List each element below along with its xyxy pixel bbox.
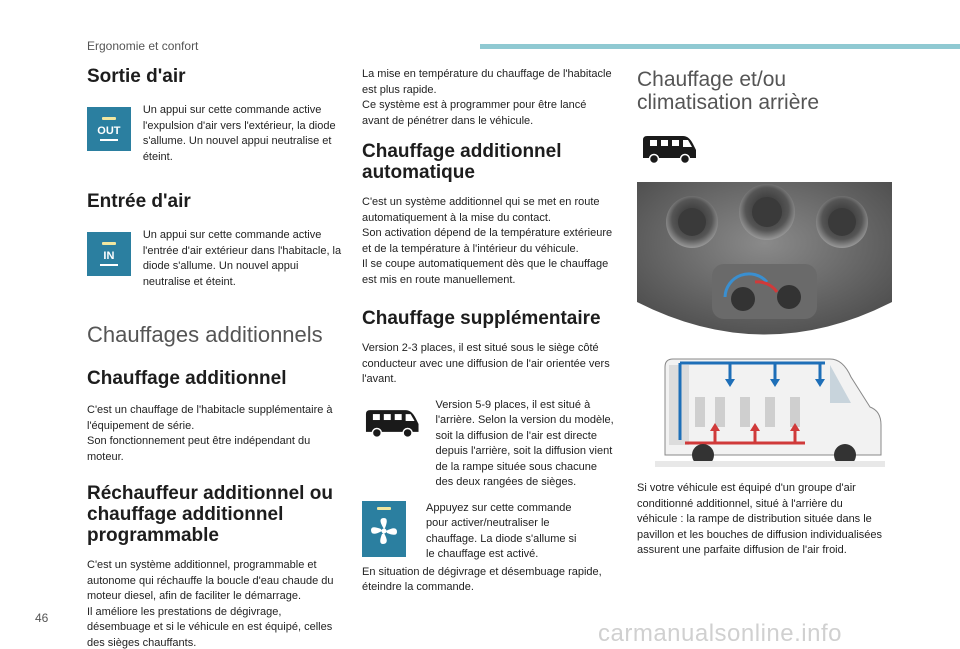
fan-text: Appuyez sur cette commande pour activer/neutraliser le chauffage. La diode s'allume si le chauffage est activé. xyxy=(426,501,577,560)
auto-text-1: C'est un système additionnel qui se met en route automatiquement à la mise du contact. xyxy=(362,196,600,224)
chauffage-automatique-heading: Chauffage additionnel automatique xyxy=(362,141,562,183)
version-59-text: Version 5-9 places, il est situé à l'arrière. Selon la version du modèle, soit la diffusion de l'air est directe depuis l'arrière, soit la diffusion vient de la rampe située sous chacune des deux rangées de sièges. xyxy=(435,398,614,488)
ceiling-vents-photo xyxy=(637,182,892,347)
sortie-air-text: Un appui sur cette commande active l'expulsion d'air vers l'extérieur, la diode s'allume. Un nouvel appui neutralise et éteint. xyxy=(142,104,336,163)
chauffage-additionnel-heading: Chauffage additionnel xyxy=(87,368,287,389)
rechauffeur-text-2: Il améliore les prestations de dégivrage, désembuage et si le véhicule en est équipé, celles des sièges chauffants. xyxy=(87,605,333,649)
rechauffeur-text-1: C'est un système additionnel, programmable et autonome qui réchauffe la boucle d'eau chaude du moteur diesel, afin de faciliter le démarrage. xyxy=(87,559,334,602)
climatisation-heading: Chauffage et/ou climatisation arrière xyxy=(637,68,820,114)
auto-text-2: Son activation dépend de la température extérieure et de la température à l'intérieur du véhicule. xyxy=(362,227,613,255)
out-button-icon xyxy=(87,107,131,151)
chauffage-additionnel-text-1: C'est un chauffage de l'habitacle supplémentaire à l'équipement de série. xyxy=(87,404,333,432)
entree-air-heading: Entrée d'air xyxy=(87,191,191,212)
supp-text: Version 2-3 places, il est situé sous le siège côté conducteur avec une diffusion de l'air orientée vers l'avant. xyxy=(362,342,610,385)
column-middle xyxy=(362,67,614,596)
sortie-air-block xyxy=(87,104,342,165)
van-airflow-diagram xyxy=(655,355,885,467)
fan-icon xyxy=(369,516,399,546)
van-icon xyxy=(362,406,422,440)
van-icon xyxy=(637,132,701,166)
column-right xyxy=(637,68,892,559)
fan-button-icon xyxy=(362,501,406,557)
climatisation-caption: Si votre véhicule est équipé d'un groupe d'air conditionné additionnel, situé à l'arrière du véhicule : la rampe de distribution située dans le pavillon et les bouches de diffusion individualisées assurent une parfaite diffusion de l'air froid. xyxy=(637,482,883,556)
in-button-label: IN xyxy=(103,250,115,263)
final-text: En situation de dégivrage et désembuage rapide, éteindre la commande. xyxy=(362,565,602,593)
watermark-text: carmanualsonline.info xyxy=(598,620,842,647)
sortie-air-heading: Sortie d'air xyxy=(87,66,186,87)
entree-air-block xyxy=(87,229,342,290)
diode-indicator xyxy=(102,117,116,120)
chauffage-additionnel-text-2: Son fonctionnement peut être indépendant du moteur. xyxy=(87,435,311,463)
version-59-block xyxy=(362,398,614,491)
in-button-icon xyxy=(87,232,131,276)
entree-air-text: Un appui sur cette commande active l'entrée d'air extérieur dans l'habitacle, la diode s'allume. Un nouvel appui neutralise et éteint. xyxy=(142,229,342,288)
header-section-title: Ergonomie et confort xyxy=(87,39,199,53)
fan-block xyxy=(362,501,614,563)
intro-text-1: La mise en température du chauffage de l'habitacle est plus rapide. xyxy=(362,68,612,96)
out-button-label: OUT xyxy=(97,125,121,138)
chauffages-additionnels-heading: Chauffages additionnels xyxy=(87,322,323,347)
page-number: 46 xyxy=(35,611,49,625)
rechauffeur-heading: Réchauffeur additionnel ou chauffage additionnel programmable xyxy=(87,483,333,546)
diode-indicator xyxy=(377,507,391,510)
diode-indicator xyxy=(102,242,116,245)
intro-text-2: Ce système est à programmer pour être lancé avant de pénétrer dans le véhicule. xyxy=(362,99,587,127)
column-left xyxy=(87,62,342,649)
chauffage-supplementaire-heading: Chauffage supplémentaire xyxy=(362,308,601,329)
auto-text-3: Il se coupe automatiquement dès que le chauffage est mis en route manuellement. xyxy=(362,258,609,286)
header-accent-bar xyxy=(480,44,960,49)
